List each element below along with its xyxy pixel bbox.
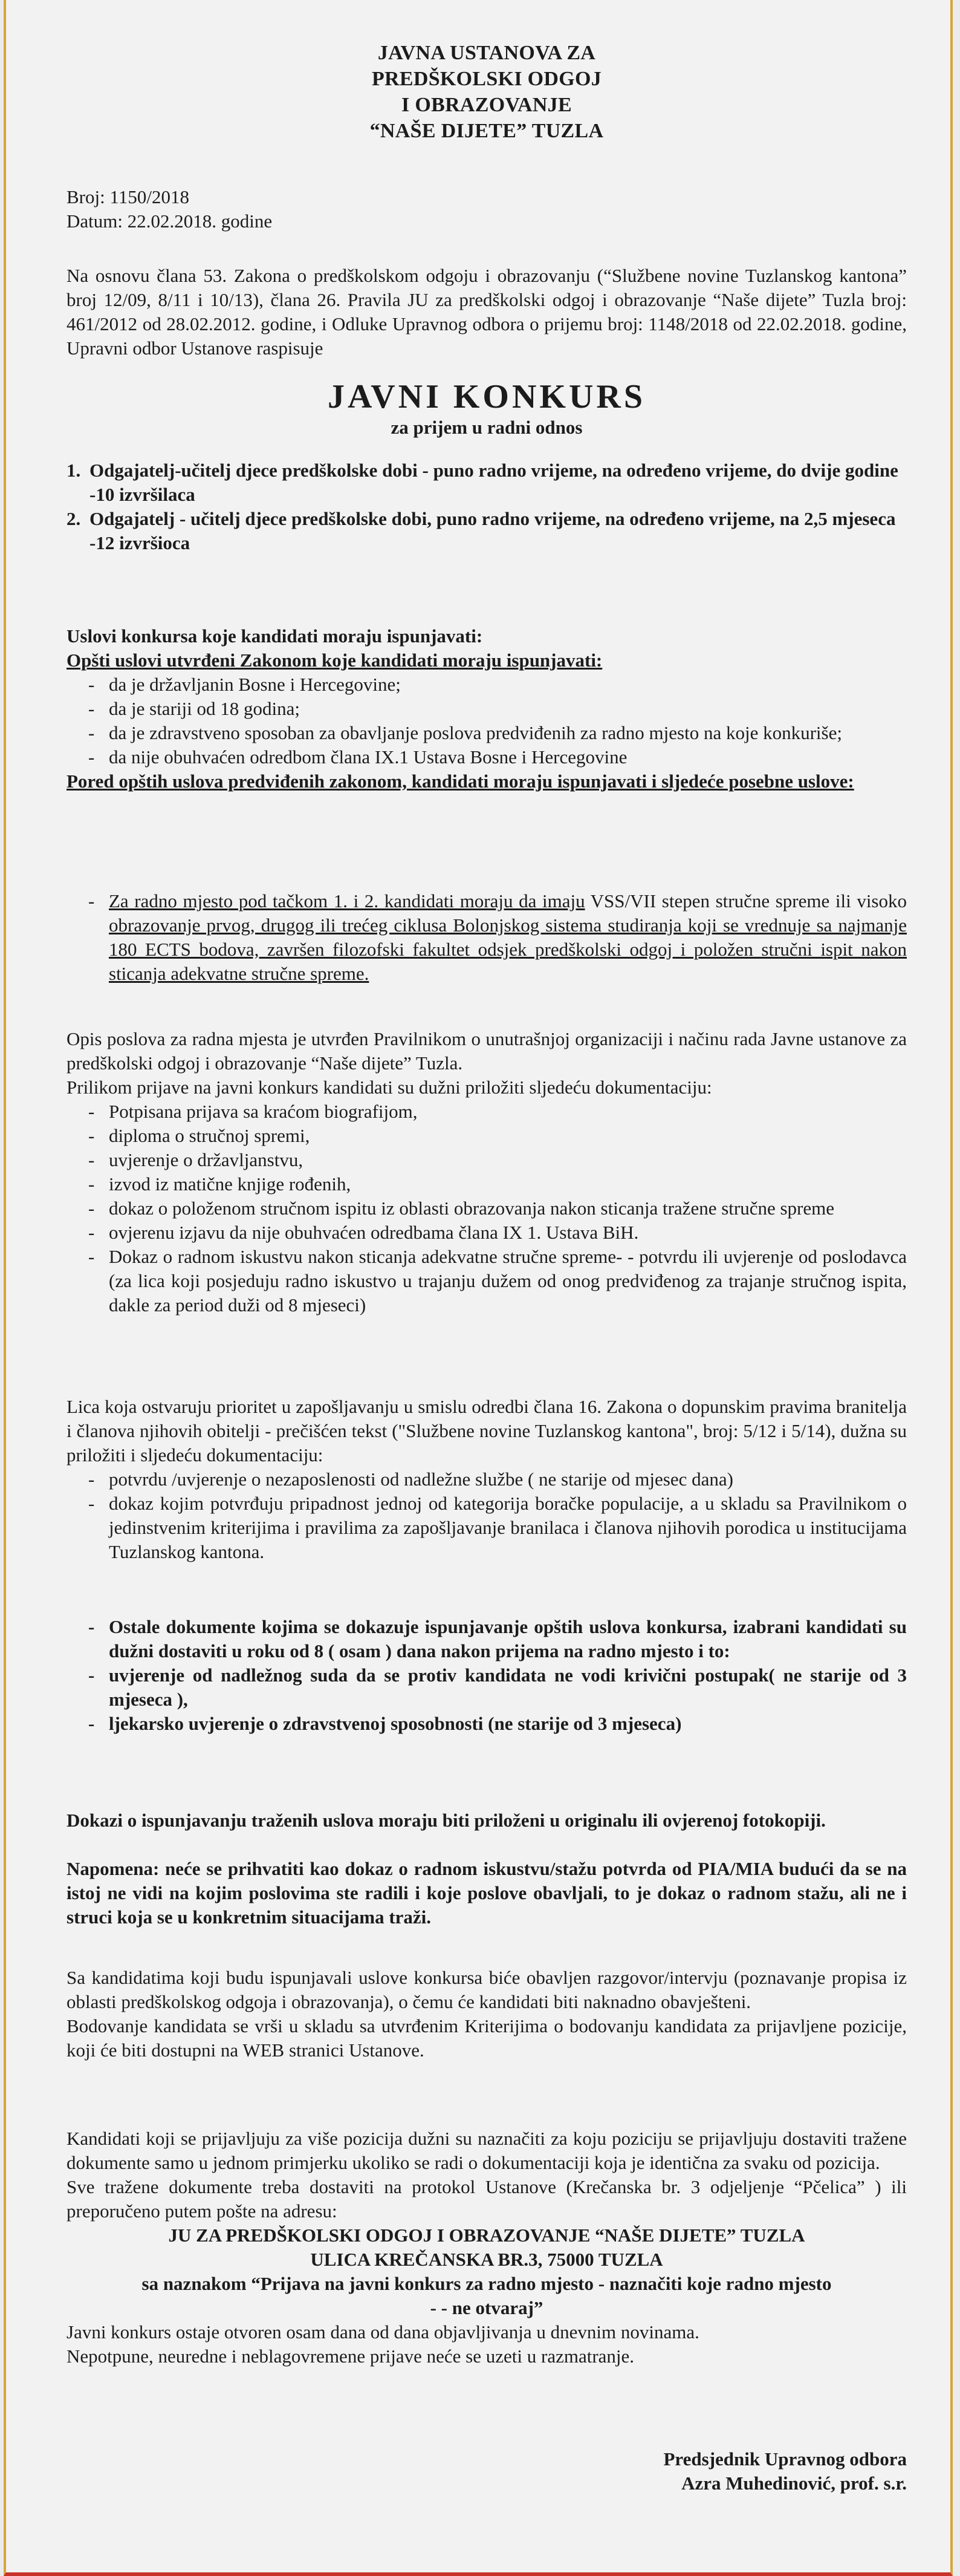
header-line: JAVNA USTANOVA ZA (377, 42, 596, 64)
submission-section (66, 2127, 907, 2369)
address-line: ULICA KREČANSKA BR.3, 75000 TUZLA (310, 2249, 663, 2270)
note-paragraph: Napomena: neće se prihvatiti kao dokaz o radnom iskustvu/stažu potvrda od PIA/MIA budući da se na istoj ne vidi na kojim poslovima ste radili i koje poslove obavljali, to je dokaz o radnom stažu, ali ne i struci koja se u konkretnim situacijama traži. (66, 1858, 907, 1928)
general-condition: - da je državljanin Bosne i Hercegovine; (66, 673, 907, 697)
scoring-paragraph: Bodovanje kandidata se vrši u skladu sa utvrđenim Kriterijima o bodovanju kandidata za prijavljene pozicije, koji će biti dostupni na WEB stranici Ustanove. (66, 2015, 907, 2061)
multiple-positions-paragraph: Kandidati koji se prijavljuju za više pozicija dužni su naznačiti za koju poziciju se prijavljuju dostaviti tražene dokumente samo u jednom primjerku ukoliko se radi o dokumentaciji koja je identična za svaku od pozicija. (66, 2128, 907, 2173)
header-line: “NAŠE DIJETE” TUZLA (369, 120, 604, 142)
job-description: Opis poslova za radna mjesta je utvrđen Pravilnikom o unutrašnjoj organizaciji i načinu rada Javne ustanove za predškolski odgoj i obrazovanje “Naše dijete” Tuzla. (66, 1028, 907, 1074)
priority-intro: Lica koja ostvaruju prioritet u zapošljavanju u smislu odredbi člana 16. Zakona o dopunskim pravima branitelja i članova njihovih obitelji - prečišćen tekst ("Službene novine Tuzlanskog kantona", broj: 5/12 i 5/14), dužna su priložiti i sljedeću dokumentaciju: (66, 1396, 907, 1466)
documentation-section (66, 1027, 907, 1317)
newspaper-page (4, 0, 953, 2576)
address-line: sa naznakom “Prijava na javni konkurs za radno mjesto - naznačiti koje radno mjesto (141, 2273, 832, 2294)
priority-document: - dokaz kojim potvrđuju pripadnost jednoj od kategorija boračke populacije, a u skladu sa Pravilnikom o jedinstvenim kriterijima i pravilima za zapošljavanje branilaca i članova njihovih porodica u institucijama Tuzlanskog kantona. (66, 1492, 907, 1564)
other-documents (66, 1615, 907, 1736)
header-line: I OBRAZOVANJE (401, 94, 572, 116)
positions-list (66, 458, 907, 555)
announcement-title: JAVNI KONKURS (327, 378, 646, 416)
institution-header (66, 40, 907, 144)
general-conditions-heading: Opšti uslovi utvrđeni Zakonom koje kandidati moraju ispunjavati: (66, 650, 603, 671)
document-item: - izvod iz matične knjige rođenih, (66, 1172, 907, 1196)
selection-section (66, 1966, 907, 2062)
general-condition: - da je stariji od 18 godina; (66, 697, 907, 721)
special-conditions (66, 889, 907, 986)
priority-section (66, 1395, 907, 1564)
priority-document: - potvrdu /uvjerenje o nezaposlenosti od nadležne službe ( ne starije od mjesec dana) (66, 1467, 907, 1492)
signature-block (66, 2447, 907, 2496)
document-item: - dokaz o položenom stručnom ispitu iz oblasti obrazovanja nakon sticanja tražene stručne spreme (66, 1196, 907, 1221)
document-item: - uvjerenje o državljanstvu, (66, 1148, 907, 1172)
general-condition: - da nije obuhvaćen odredbom člana IX.1 Ustava Bosne i Hercegovine (66, 745, 907, 769)
address-line: - - ne otvaraj” (430, 2297, 543, 2318)
header-line: PREDŠKOLSKI ODGOJ (371, 68, 602, 90)
position-item: 2. Odgajatelj - učitelj djece predškolske dobi, puno radno vrijeme, na određeno vrijeme, na 2,5 mjeseca -12 izvršioca (66, 508, 896, 553)
other-document: - uvjerenje od nadležnog suda da se protiv kandidata ne vodi krivični postupak( ne starije od 3 mjeseca ), (66, 1663, 907, 1712)
document-number: Broj: 1150/2018 (66, 186, 189, 207)
intro-paragraph: Na osnovu člana 53. Zakona o predškolskom odgoju i obrazovanju (“Službene novine Tuzlanskog kantona” broj 12/09, 8/11 i 10/13), člana 26. Pravila JU za predškolski odgoj i obrazovanje “Naše dijete” Tuzla broj: 461/2012 od 28.02.2012. godine, i Odluke Upravnog odbora o prijemu broj: 1148/2018 od 22.02.2018. godine, Upravni odbor Ustanove raspisuje (66, 265, 907, 359)
conditions-section (66, 624, 907, 794)
open-period: Javni konkurs ostaje otvoren osam dana od dana objavljivanja u dnevnim novinama. (66, 2321, 699, 2343)
document-date: Datum: 22.02.2018. godine (66, 210, 273, 232)
delivery-paragraph: Sve tražene dokumente treba dostaviti na protokol Ustanove (Krečanska br. 3 odjeljenje “Pčelica” ) ili preporučeno putem pošte na adresu: (66, 2176, 907, 2222)
document-item: - diploma o stručnoj spremi, (66, 1124, 907, 1148)
originals-notice: Dokazi o ispunjavanju traženih uslova moraju biti priloženi u originalu ili ovjerenoj fotokopiji. (66, 1810, 826, 1831)
other-document: - Ostale dokumente kojima se dokazuje ispunjavanje opštih uslova konkursa, izabrani kandidati su dužni dostaviti u roku od 8 ( osam ) dana nakon prijema na radno mjesto i to: (66, 1615, 907, 1663)
special-condition: - Za radno mjesto pod tačkom 1. i 2. kandidati moraju da imaju VSS/VII stepen stručne spreme ili visoko obrazovanje prvog, drugog ili trećeg ciklusa Bolonjskog sistema studiranja koji se vrednuje sa najmanje 180 ECTS bodova, završen filozofski fakultet odsjek predškolski odgoj i položen stručni ispit nakon sticanja adekvatne stručne spreme. (66, 889, 907, 986)
general-condition: - da je zdravstveno sposoban za obavljanje poslova predviđenih za radno mjesto na koje konkuriše; (66, 721, 907, 745)
incomplete-notice: Nepotpune, neuredne i neblagovremene prijave neće se uzeti u razmatranje. (66, 2346, 635, 2367)
position-item: 1. Odgajatelj-učitelj djece predškolske dobi - puno radno vrijeme, na određeno vrijeme, do dvije godine -10 izvršilaca (66, 460, 898, 505)
document-meta (66, 185, 907, 233)
document-item: - Potpisana prijava sa kraćom biografijom, (66, 1100, 907, 1124)
announcement-subtitle: za prijem u radni odnos (391, 417, 583, 438)
documents-intro: Prilikom prijave na javni konkurs kandidati su dužni priložiti sljedeću dokumentaciju: (66, 1077, 712, 1098)
special-conditions-heading: Pored opštih uslova predviđenih zakonom, kandidati moraju ispunjavati i sljedeće posebne uslove: (66, 771, 854, 792)
document-item: - ovjerenu izjavu da nije obuhvaćen odredbama člana IX 1. Ustava BiH. (66, 1221, 907, 1245)
document-item: - Dokaz o radnom iskustvu nakon sticanja adekvatne stručne spreme- - potvrdu ili uvjerenje od poslodavca (za lica koji posjeduju radno iskustvo u trajanju dužem od onog predviđenog za trajanje stručnog ispita, dakle za period duži od 8 mjeseci) (66, 1245, 907, 1317)
signature-role: Predsjednik Upravnog odbora (663, 2448, 907, 2470)
signature-name: Azra Muhedinović, prof. s.r. (681, 2473, 907, 2494)
interview-paragraph: Sa kandidatima koji budu ispunjavali uslove konkursa biće obavljen razgovor/intervju (poznavanje propisa iz oblasti predškolskog odgoja i obrazovanja), o čemu će kandidati biti naknadno obavješteni. (66, 1967, 907, 2012)
announcement-title-block (66, 377, 907, 439)
other-document: - ljekarsko uvjerenje o zdravstvenoj sposobnosti (ne starije od 3 mjeseca) (66, 1712, 907, 1736)
conditions-heading: Uslovi konkursa koje kandidati moraju ispunjavati: (66, 625, 483, 647)
address-line: JU ZA PREDŠKOLSKI ODGOJ I OBRAZOVANJE “NAŠE DIJETE” TUZLA (168, 2225, 805, 2246)
